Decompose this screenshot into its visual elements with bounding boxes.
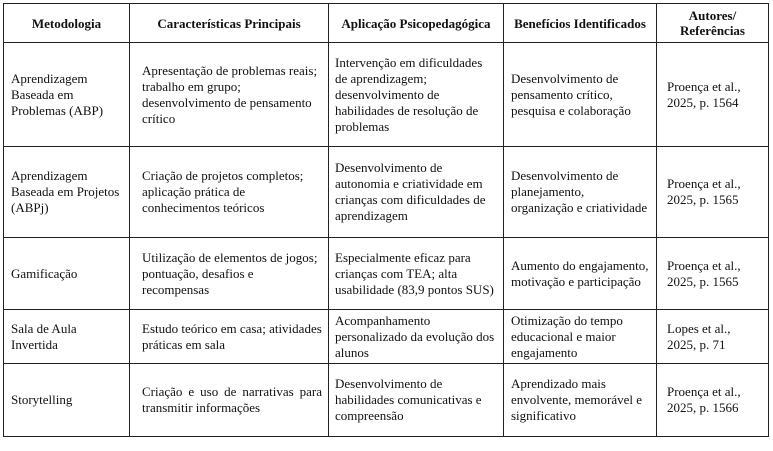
cell-aplicacao: Desenvolvimento de autonomia e criatividade em crianças com dificuldades de aprendizagem (329, 147, 504, 238)
table-header-row (4, 4, 769, 43)
table-row (4, 364, 769, 437)
header-metodologia: Metodologia (4, 4, 130, 43)
cell-autores: Proença et al., 2025, p. 1565 (657, 238, 769, 310)
cell-beneficios: Desenvolvimento de pensamento crítico, pesquisa e colaboração (504, 43, 657, 147)
cell-aplicacao: Especialmente eficaz para crianças com TEA; alta usabilidade (83,9 pontos SUS) (329, 238, 504, 310)
cell-autores: Proença et al., 2025, p. 1565 (657, 147, 769, 238)
header-aplicacao: Aplicação Psicopedagógica (329, 4, 504, 43)
cell-aplicacao: Desenvolvimento de habilidades comunicativas e compreensão (329, 364, 504, 437)
cell-metodologia: Sala de Aula Invertida (4, 310, 130, 364)
cell-aplicacao: Acompanhamento personalizado da evolução dos alunos (329, 310, 504, 364)
cell-autores: Lopes et al., 2025, p. 71 (657, 310, 769, 364)
cell-metodologia: Storytelling (4, 364, 130, 437)
header-beneficios: Benefícios Identificados (504, 4, 657, 43)
table-row (4, 310, 769, 364)
table-row (4, 147, 769, 238)
methodology-table-container (3, 3, 769, 437)
table-row (4, 43, 769, 147)
methodology-table (3, 3, 769, 437)
cell-aplicacao: Intervenção em dificuldades de aprendizagem; desenvolvimento de habilidades de resolução de problemas (329, 43, 504, 147)
cell-caracteristicas: Apresentação de problemas reais; trabalho em grupo; desenvolvimento de pensamento crítico (130, 43, 329, 147)
cell-beneficios: Otimização do tempo educacional e maior engajamento (504, 310, 657, 364)
header-autores: Autores/ Referências (657, 4, 769, 43)
cell-metodologia: Aprendizagem Baseada em Projetos (ABPj) (4, 147, 130, 238)
cell-beneficios: Desenvolvimento de planejamento, organização e criatividade (504, 147, 657, 238)
cell-metodologia: Aprendizagem Baseada em Problemas (ABP) (4, 43, 130, 147)
table-row (4, 238, 769, 310)
cell-autores: Proença et al., 2025, p. 1564 (657, 43, 769, 147)
cell-beneficios: Aumento do engajamento, motivação e participação (504, 238, 657, 310)
cell-metodologia: Gamificação (4, 238, 130, 310)
cell-caracteristicas: Criação de projetos completos; aplicação prática de conhecimentos teóricos (130, 147, 329, 238)
cell-beneficios: Aprendizado mais envolvente, memorável e significativo (504, 364, 657, 437)
cell-caracteristicas: Criação e uso de narrativas para transmitir informações (130, 364, 329, 437)
cell-caracteristicas: Utilização de elementos de jogos; pontuação, desafios e recompensas (130, 238, 329, 310)
cell-autores: Proença et al., 2025, p. 1566 (657, 364, 769, 437)
cell-caracteristicas: Estudo teórico em casa; atividades práticas em sala (130, 310, 329, 364)
header-caracteristicas: Características Principais (130, 4, 329, 43)
